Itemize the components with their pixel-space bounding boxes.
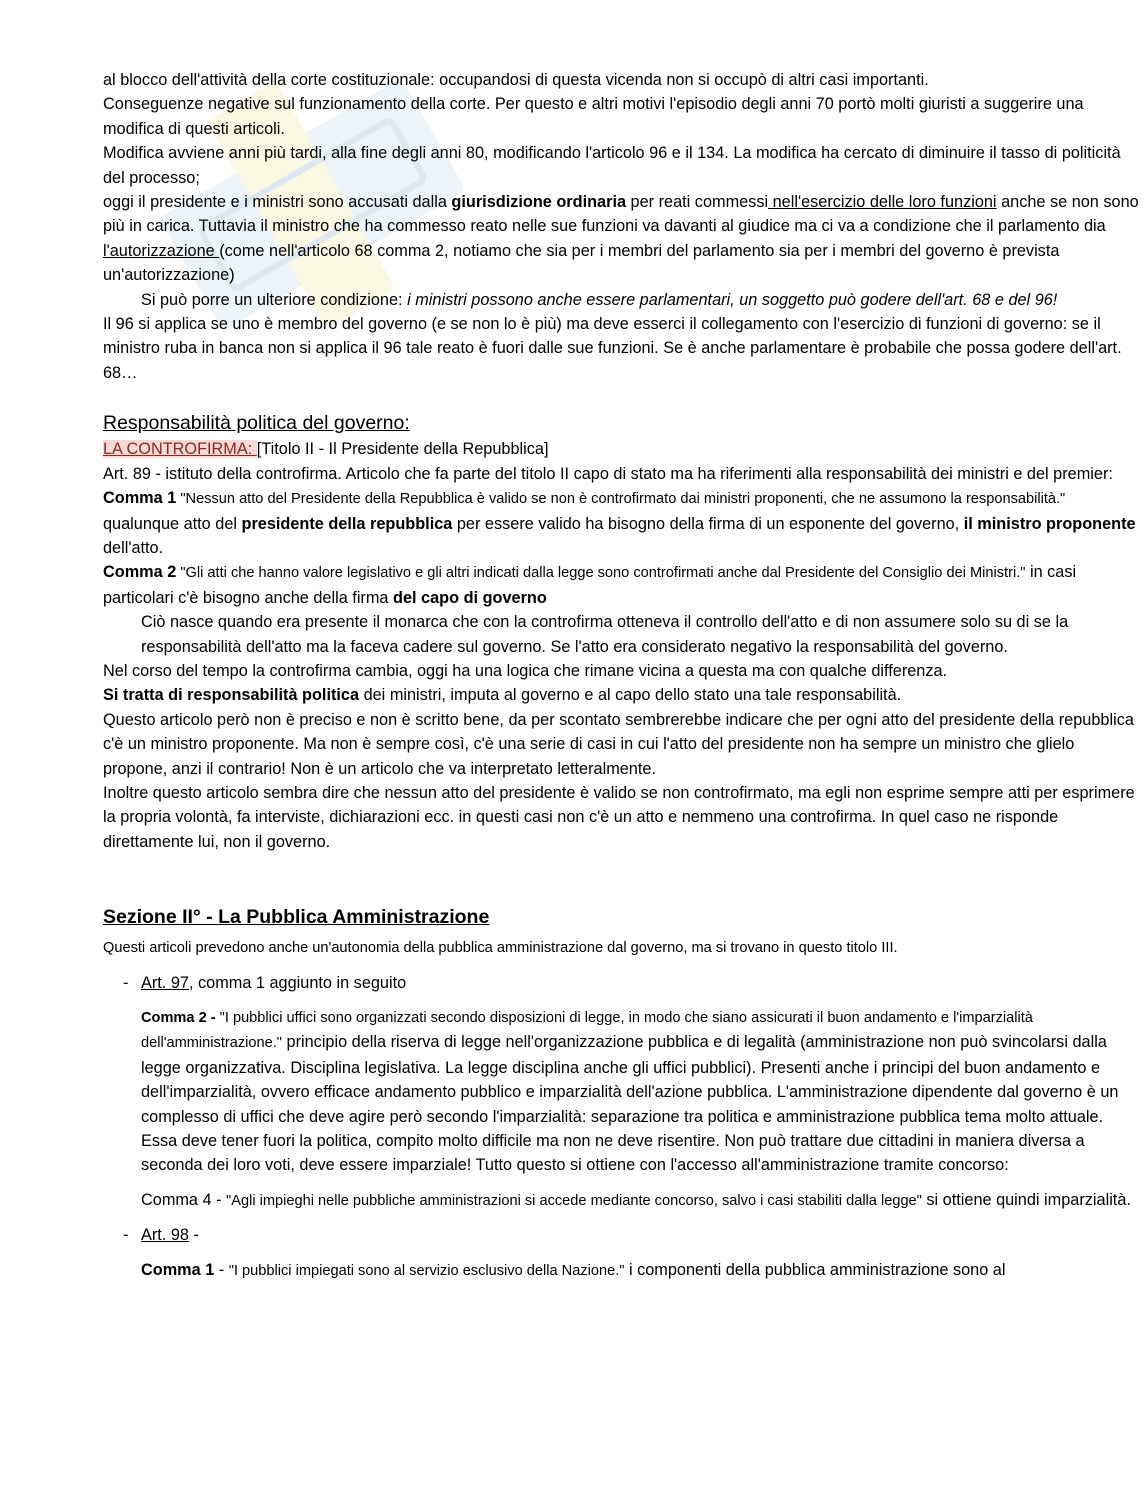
section-heading-responsabilita: Responsabilità politica del governo: [103,412,410,435]
comma-2: Comma 2 "Gli atti che hanno valore legislativo e gli altri indicati dalla legge sono controfirmati anche dal Presidente del Consiglio dei Ministri." in casi particolari c'è bisogno anche della firma del capo di governo [103,563,1077,607]
paragraph: oggi il presidente e i ministri sono accusati dalla giurisdizione ordinaria per reati commessi nell'esercizio delle loro funzioni anche se non sono più in carica. Tuttavia il ministro che ha commesso reato nelle sue funzioni va davanti al giudice ma ci va a condizione che il parlamento dia l'autorizzazione (come nell'articolo 68 comma 2, notiamo che sia per i membri del parlamento sia per i membri del governo è prevista un'autorizzazione) [103,193,1139,285]
paragraph: Art. 89 - istituto della controfirma. Articolo che fa parte del titolo II capo di stato ma ha riferimenti alla responsabilità dei ministri e del premier: [103,464,1113,483]
bullet-dash: - [123,1226,129,1245]
controfirma-line: LA CONTROFIRMA: [Titolo II - Il Presidente della Repubblica] [103,440,549,459]
section-heading-pubblica-amministrazione: Sezione II° - La Pubblica Amministrazione [103,906,490,929]
comma-2-art97: Comma 2 - "I pubblici uffici sono organizzati secondo disposizioni di legge, in modo che siano assicurati il buon andamento e l'imparzialità dell'amministrazione." principio della riserva di legge nell'organizzazione pubblica e di legalità (amministrazione non può svincolarsi dalla legge organizzativa. Disciplina legislativa. La legge disciplina anche gli uffici pubblici). Presenti anche i principi del buon andamento e dell'imparzialità, ovvero efficace andamento pubblico e imparzialità dell'azione pubblica. L'amministrazione dipendente dal governo è un complesso di uffici che deve agire però secondo l'imparzialità: separazione tra politica e amministrazione pubblica tema molto attuale. Essa deve tener fuori la politica, compito molto difficile ma non ne deve risentire. Non può trattare due cittadini in maniera diversa a seconda dei loro voti, deve essere imparziale! Tutto questo si ottiene con l'accesso all'amministrazione tramite concorso: [141,1010,1119,1175]
paragraph: Questi articoli prevedono anche un'autonomia della pubblica amministrazione dal governo, ma si trovano in questo titolo III. [103,940,898,957]
paragraph: Inoltre questo articolo sembra dire che nessun atto del presidente è valido se non controfirmato, ma egli non esprime sempre atti per esprimere la propria volontà, fa interviste, dichiarazioni ecc. in questi casi non c'è un atto e nemmeno una controfirma. In quel caso ne risponde direttamente lui, non il governo. [103,783,1135,851]
paragraph: Questo articolo però non è preciso e non è scritto bene, da per scontato sembrerebbe indicare che per ogni atto del presidente della repubblica c'è un ministro proponente. Ma non è sempre così, c'è una serie di casi in cui l'atto del presidente non ha sempre un ministro che glielo propone, anzi il contrario! Non è un articolo che va interpretato letteralmente. [103,710,1134,778]
paragraph: Il 96 si applica se uno è membro del governo (e se non lo è più) ma deve esserci il collegamento con l'esercizio di funzioni di governo: se il ministro ruba in banca non si applica il 96 tale reato è fuori dalle sue funzioni. Se è anche parlamentare è probabile che possa godere dell'art. 68… [103,315,1122,382]
paragraph: al blocco dell'attività della corte costituzionale: occupandosi di questa vicenda non si occupò di altri casi importanti. [103,71,929,89]
comma-4-art97: Comma 4 - "Agli impieghi nelle pubbliche amministrazioni si accede mediante concorso, salvo i casi stabiliti dalla legge" si ottiene quindi imparzialità. [141,1190,1131,1209]
paragraph: Conseguenze negative sul funzionamento della corte. Per questo e altri motivi l'episodio degli anni 70 portò molti giuristi a suggerire una modifica di questi articoli. [103,95,1084,138]
comma-1-art98: Comma 1 - "I pubblici impiegati sono al servizio esclusivo della Nazione." i componenti della pubblica amministrazione sono al [141,1260,1006,1279]
bullet-dash: - [123,973,129,992]
controfirma-label: LA CONTROFIRMA: [103,440,257,459]
comma-1: Comma 1 "Nessun atto del Presidente della Repubblica è valido se non è controfirmato dai ministri proponenti, che ne assumono la responsabilità." qualunque atto del presidente della repubblica per essere valido ha bisogno della firma di un esponente del governo, il ministro proponente dell'atto. [103,489,1136,557]
paragraph: Si tratta di responsabilità politica dei ministri, imputa al governo e al capo dello stato una tale responsabilità. [103,686,902,705]
paragraph: Modifica avviene anni più tardi, alla fine degli anni 80, modificando l'articolo 96 e il 134. La modifica ha cercato di diminuire il tasso di politicità del processo; [103,144,1121,187]
list-item-art97: - Art. 97, comma 1 aggiunto in seguito [103,971,1139,995]
document-body [103,68,1139,1283]
paragraph: Nel corso del tempo la controfirma cambia, oggi ha una logica che rimane vicina a questa ma con qualche differenza. [103,661,948,680]
paragraph-indented: Si può porre un ulteriore condizione: i ministri possono anche essere parlamentari, un soggetto può godere dell'art. 68 e del 96! [141,290,1058,309]
list-item-art98: - Art. 98 - [103,1223,1139,1247]
paragraph-indented: Ciò nasce quando era presente il monarca che con la controfirma otteneva il controllo dell'atto e di non assumere solo su di se la responsabilità dell'atto ma la faceva cadere sul governo. Se l'atto era considerato negativo la responsabilità del governo. [141,613,1069,656]
